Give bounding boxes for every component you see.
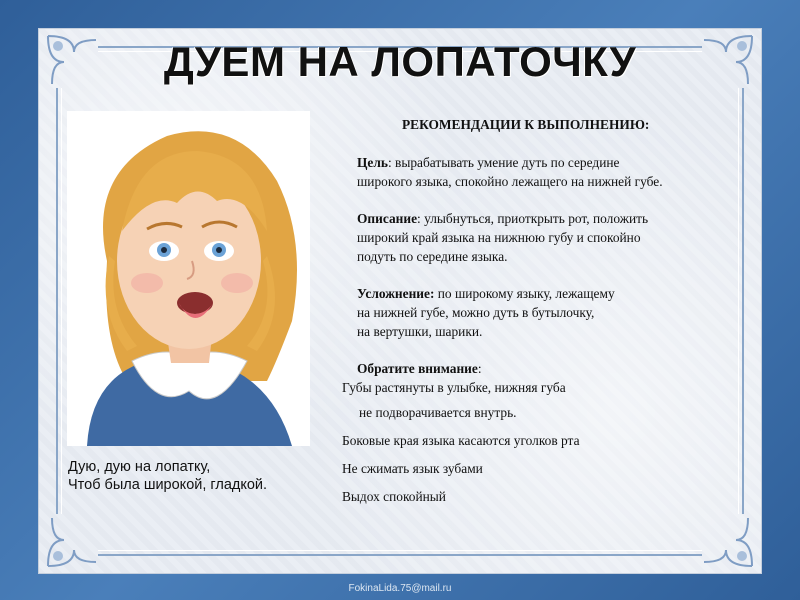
list-item: не подворачивается внутрь. (359, 405, 517, 420)
footer-email: FokinaLida.75@mail.ru (348, 583, 452, 594)
attention-block (357, 359, 757, 378)
complication-text: на вертушки, шарики. (357, 324, 483, 339)
list-item: Выдох спокойный (342, 489, 446, 504)
goal-block (357, 153, 757, 191)
corner-ornament-icon (44, 514, 100, 570)
description-text: : улыбнуться, приоткрыть рот, положить (417, 211, 649, 226)
attention-colon: : (477, 361, 482, 376)
description-block (357, 209, 757, 266)
list-item: Губы растянуты в улыбке, нижняя губа (342, 380, 566, 395)
frame-rule (98, 550, 702, 551)
complication-text: по широкому языку, лежащему (434, 286, 615, 301)
goal-text: широкого языка, спокойно лежащего на нижней губе. (357, 174, 663, 189)
complication-text: на нижней губе, можно дуть в бутылочку, (357, 305, 595, 320)
complication-label: Усложнение: (357, 286, 435, 301)
goal-label: Цель (357, 155, 388, 170)
rhyme-text (68, 458, 308, 494)
complication-block (357, 284, 757, 341)
girl-blowing-tongue-icon (67, 111, 310, 446)
rhyme-line: Чтоб была широкой, гладкой. (68, 477, 268, 493)
attention-label: Обратите внимание (357, 361, 478, 376)
rhyme-line: Дую, дую на лопатку, (68, 459, 211, 475)
slide-title: ДУЕМ НА ЛОПАТОЧКУ (163, 38, 637, 85)
goal-text: : вырабатывать умение дуть по середине (387, 155, 620, 170)
attention-list (342, 378, 762, 506)
description-label: Описание (357, 211, 418, 226)
frame-rule (98, 554, 702, 556)
frame-rule (56, 88, 58, 514)
description-text: широкий край языка на нижнюю губу и спокойно (357, 230, 641, 245)
description-text: подуть по середине языка. (357, 249, 508, 264)
corner-ornament-icon (700, 514, 756, 570)
list-item: Не сжимать язык зубами (342, 461, 483, 476)
frame-rule (61, 88, 62, 514)
recommendations-heading: РЕКОМЕНДАЦИИ К ВЫПОЛНЕНИЮ: (402, 117, 650, 132)
list-item: Боковые края языка касаются уголков рта (342, 433, 580, 448)
